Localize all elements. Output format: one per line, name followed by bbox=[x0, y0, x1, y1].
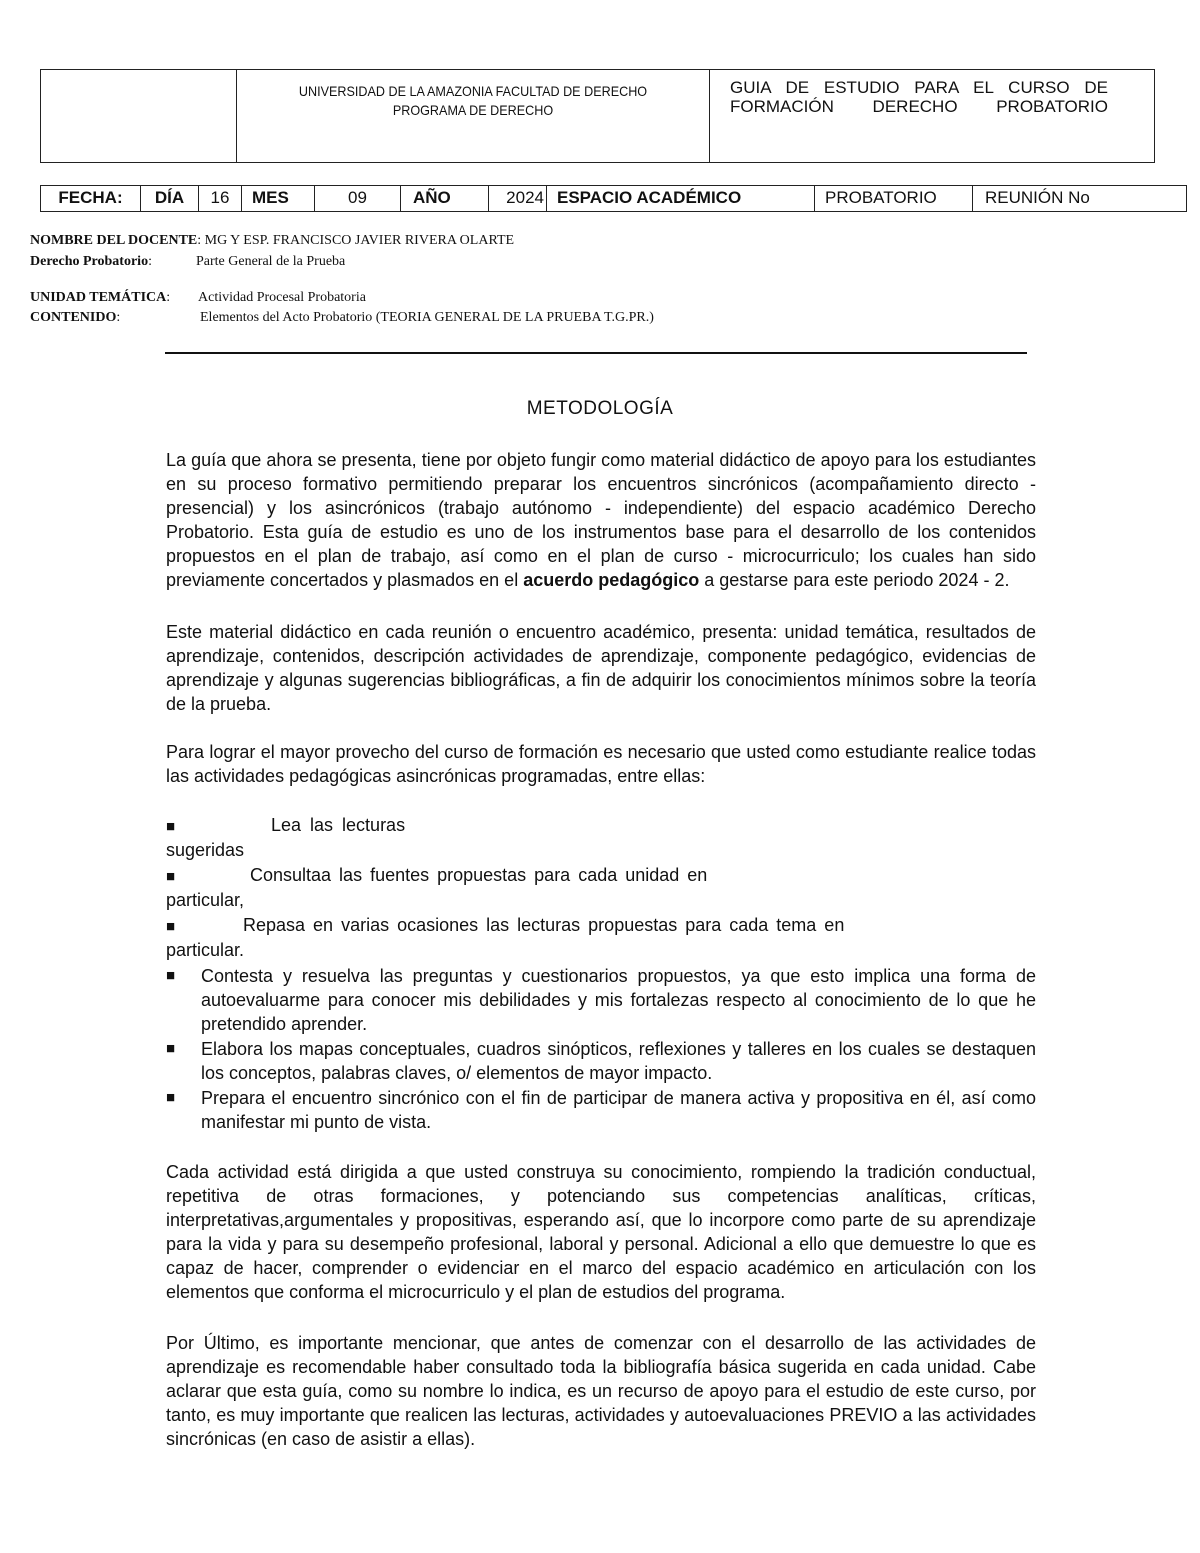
contenido-line: CONTENIDO: Elementos del Acto Probatorio (TEORIA GENERAL DE LA PRUEBA T.G.PR.) bbox=[30, 310, 654, 325]
bullet-1-cont: sugeridas bbox=[166, 840, 245, 860]
espacio-value: PROBATORIO bbox=[815, 186, 973, 211]
mes-label: MES bbox=[242, 186, 315, 211]
section-title: METODOLOGÍA bbox=[526, 398, 674, 419]
bullet-3-text: Repasa en varias ocasiones las lecturas propuestas para cada tema en bbox=[243, 915, 845, 935]
unidad-line: UNIDAD TEMÁTICA: Actividad Procesal Probatoria bbox=[30, 290, 366, 305]
date-row bbox=[40, 185, 1187, 212]
espacio-label: ESPACIO ACADÉMICO bbox=[547, 186, 815, 211]
contenido-value: Elementos del Acto Probatorio (TEORIA GENERAL DE LA PRUEBA T.G.PR.) bbox=[200, 310, 654, 325]
bullet-icon: ■ bbox=[166, 967, 176, 984]
bullet-icon: ■ bbox=[166, 818, 176, 835]
paragraph-1 bbox=[166, 448, 1036, 592]
bullet-icon: ■ bbox=[166, 918, 176, 935]
bullet-2-cont: particular, bbox=[166, 890, 245, 910]
derecho-value: Parte General de la Prueba bbox=[196, 254, 346, 269]
bullet-1 bbox=[166, 813, 405, 839]
university-cell bbox=[237, 70, 710, 162]
derecho-line: Derecho Probatorio: Parte General de la Prueba bbox=[30, 254, 346, 269]
derecho-label: Derecho Probatorio bbox=[30, 254, 149, 269]
university-name: UNIVERSIDAD DE LA AMAZONIA FACULTAD DE DERECHO PROGRAMA DE DERECHO bbox=[298, 83, 648, 118]
docente-line bbox=[30, 232, 514, 249]
bullet-2-text: Consultaa las fuentes propuestas para cada unidad en bbox=[250, 865, 708, 885]
anio-value: 2024 bbox=[489, 186, 547, 211]
unidad-value: Actividad Procesal Probatoria bbox=[198, 290, 366, 305]
paragraph-5: Por Último, es importante mencionar, que antes de comenzar con el desarrollo de las actividades de aprendizaje es recomendable haber consultado toda la bibliografía básica sugerida en cada unidad. Cabe aclarar que esta guía, como su nombre lo indica, es un recurso de apoyo para el estudio de este curso, por tanto, es muy importante que realicen las lecturas, actividades y autoevaluaciones PREVIO a las actividades sincrónicas (en caso de asistir a ellas). bbox=[166, 1333, 1036, 1449]
bullet-6 bbox=[166, 1086, 1036, 1134]
mes-value: 09 bbox=[315, 186, 401, 211]
paragraph-1-end: a gestarse para este periodo 2024 - 2. bbox=[704, 570, 1010, 590]
reunion-label: REUNIÓN No bbox=[985, 188, 1090, 207]
contenido-label: CONTENIDO bbox=[30, 310, 117, 325]
bullet-4 bbox=[166, 964, 1036, 1036]
anio-label: AÑO bbox=[401, 186, 489, 211]
header-table bbox=[40, 69, 1155, 163]
bullet-6-text: Prepara el encuentro sincrónico con el fin de participar de manera activa y propositiva en él, así como manifestar mi punto de vista. bbox=[201, 1088, 1036, 1132]
bullet-4-text: Contesta y resuelva las preguntas y cuestionarios propuestos, ya que esto implica una forma de autoevaluarme para conocer mis debilidades y mis fortalezas respecto al conocimiento de lo que he pretendido aprender. bbox=[201, 966, 1036, 1034]
dia-value: 16 bbox=[199, 186, 242, 211]
bullet-2 bbox=[166, 863, 707, 889]
paragraph-4: Cada actividad está dirigida a que usted construya su conocimiento, rompiendo la tradición conductual, repetitiva de otras formaciones, y potenciando sus competencias analíticas, críticas, interpretativas,argumentales y propositivas, esperando así, que lo incorpore como parte de su aprendizaje para la vida y para su desempeño profesional, laboral y personal. Adicional a ello que demuestre lo que es capaz de hacer, comprender o evidenciar en el marco del espacio académico en articulación con los elementos que conforma el microcurriculo y el plan de estudios del programa. bbox=[166, 1162, 1036, 1302]
bullet-3-cont: particular. bbox=[166, 940, 245, 960]
bullet-icon: ■ bbox=[166, 1040, 176, 1057]
guide-title: GUIA DE ESTUDIO PARA EL CURSO DE FORMACIÓN DERECHO PROBATORIO bbox=[730, 78, 1108, 116]
bullet-5 bbox=[166, 1037, 1036, 1085]
bullet-5-text: Elabora los mapas conceptuales, cuadros sinópticos, reflexiones y talleres en los cuales se destaquen los conceptos, palabras claves, o/ elementos de mayor impacto. bbox=[201, 1039, 1036, 1083]
paragraph-2: Este material didáctico en cada reunión o encuentro académico, presenta: unidad temática, resultados de aprendizaje, contenidos, descripción actividades de aprendizaje, componente pedagógico, evidencias de aprendizaje y algunas sugerencias bibliográficas, a fin de adquirir los conocimientos mínimos sobre la teoría de la prueba. bbox=[166, 622, 1036, 714]
horizontal-rule bbox=[165, 352, 1027, 354]
guide-title-cell bbox=[710, 70, 1154, 162]
paragraph-3: Para lograr el mayor provecho del curso de formación es necesario que usted como estudiante realice todas las actividades pedagógicas asincrónicas programadas, entre ellas: bbox=[166, 742, 1036, 786]
bullet-3 bbox=[166, 913, 844, 939]
unidad-label: UNIDAD TEMÁTICA bbox=[30, 290, 167, 305]
bullet-icon: ■ bbox=[166, 868, 176, 885]
docente-label: NOMBRE DEL DOCENTE bbox=[30, 233, 198, 248]
paragraph-1-bold: acuerdo pedagógico bbox=[523, 570, 700, 590]
logo-cell bbox=[41, 70, 237, 162]
bullet-1-text: Lea las lecturas bbox=[271, 815, 406, 835]
paragraph-1-text: La guía que ahora se presenta, tiene por objeto fungir como material didáctico de apoyo para los estudiantes en su proceso formativo permitiendo preparar los encuentros sincrónicos (acompañamiento directo - presencial) y los asincrónicos (trabajo autónomo - independiente) del espacio académico Derecho Probatorio. Esta guía de estudio es uno de los instrumentos base para el desarrollo de los contenidos propuestos en el plan de trabajo, así como en el plan de curso - microcurriculo; los cuales han sido previamente concertados y plasmados en el bbox=[166, 450, 1036, 590]
bullet-icon: ■ bbox=[166, 1089, 176, 1106]
fecha-label: FECHA: bbox=[41, 186, 141, 211]
dia-label: DÍA bbox=[141, 186, 199, 211]
docente-value: : MG Y ESP. FRANCISCO JAVIER RIVERA OLARTE bbox=[197, 233, 515, 248]
